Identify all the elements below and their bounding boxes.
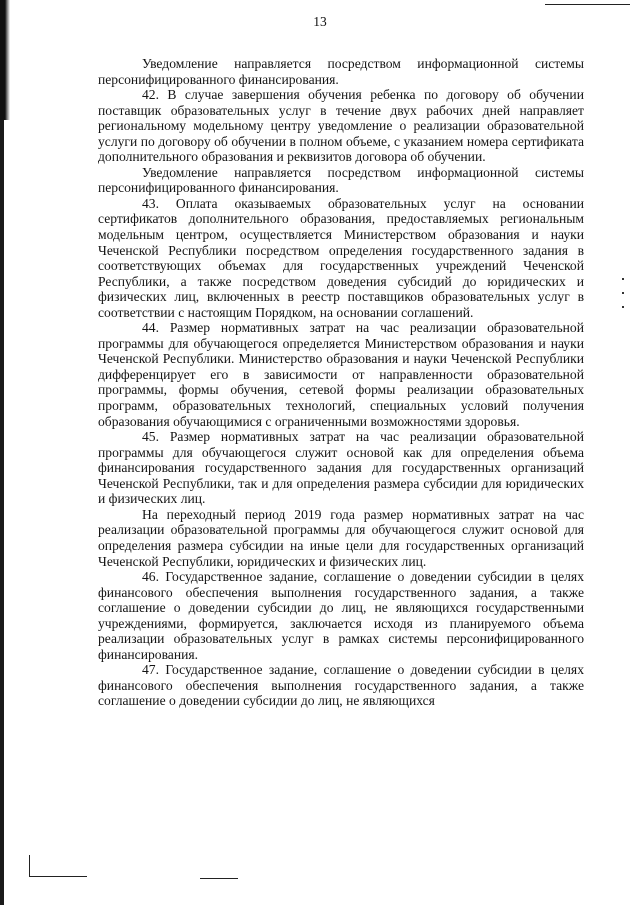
scan-mark-bottom-left-vertical: [29, 855, 30, 877]
scan-mark-bottom-middle: [200, 878, 238, 879]
scan-speck: [622, 278, 624, 280]
paragraph-item-46: 46. Государственное задание, соглашение о доведении субсидии в целях финансового обеспечения выполнения государственного задания, а также соглашение о доведении субсидии до лиц, не являющихся государственными учреждениями, формируется, заключается исходя из планируемого объема реализации образовательных услуг в рамках системы персонифицированного финансирования.: [98, 569, 584, 662]
scan-line-top-right: [545, 4, 630, 5]
document-body: [98, 56, 584, 709]
scan-speck: [622, 292, 624, 294]
paragraph-item-43: 43. Оплата оказываемых образовательных услуг на основании сертификатов дополнительного образования, предоставляемых региональным модельным центром, осуществляется Министерством образования и науки Чеченской Республики посредством определения государственного задания в соответствующих объемах для государственных учреждений Чеченской Республики, а также посредством доведения субсидий до юридических и физических лиц, включенных в реестр поставщиков образовательных услуг в соответствии с настоящим Порядком, на основании соглашений.: [98, 195, 584, 320]
paragraph-item-45: 45. Размер нормативных затрат на час реализации образовательной программы для обучающегося служит основой как для определения объема финансирования государственного задания для государственных организаций Чеченской Республики, так и для определения размера субсидии для юридических и физических лиц.: [98, 429, 584, 507]
scan-speck: [622, 306, 624, 308]
paragraph: Уведомление направляется посредством информационной системы персонифицированного финансирования.: [98, 164, 584, 196]
paragraph: Уведомление направляется посредством информационной системы персонифицированного финансирования.: [98, 56, 584, 87]
scan-mark-bottom-left-horizontal: [29, 876, 87, 877]
paragraph-item-44: 44. Размер нормативных затрат на час реализации образовательной программы для обучающегося определяется Министерством образования и науки Чеченской Республики. Министерство образования и науки Чеченской Республики дифференцирует его в зависимости от направленности образовательной программы, формы обучения, сетевой формы реализации образовательных программ, образовательных технологий, специальных условий получения образования обучающимися с ограниченными возможностями здоровья.: [98, 320, 584, 429]
paragraph-item-47: 47. Государственное задание, соглашение о доведении субсидии в целях финансового обеспечения выполнения государственного задания, а также соглашение о доведении субсидии до лиц, не являющихся: [98, 662, 584, 709]
paragraph-item-42: 42. В случае завершения обучения ребенка по договору об обучении поставщик образовательных услуг в течение двух рабочих дней направляет региональному модельному центру уведомление о реализации образовательной услуги по договору об обучении в полном объеме, с указанием номера сертификата дополнительного образования и реквизитов договора об обучении.: [98, 87, 584, 165]
scan-edge-left: [0, 0, 4, 905]
paragraph: На переходный период 2019 года размер нормативных затрат на час реализации образовательной программы для обучающегося служит основой для определения размера субсидии на иные цели для государственных организаций Чеченской Республики, юридических и физических лиц.: [98, 506, 584, 569]
page-number: 13: [313, 14, 327, 29]
